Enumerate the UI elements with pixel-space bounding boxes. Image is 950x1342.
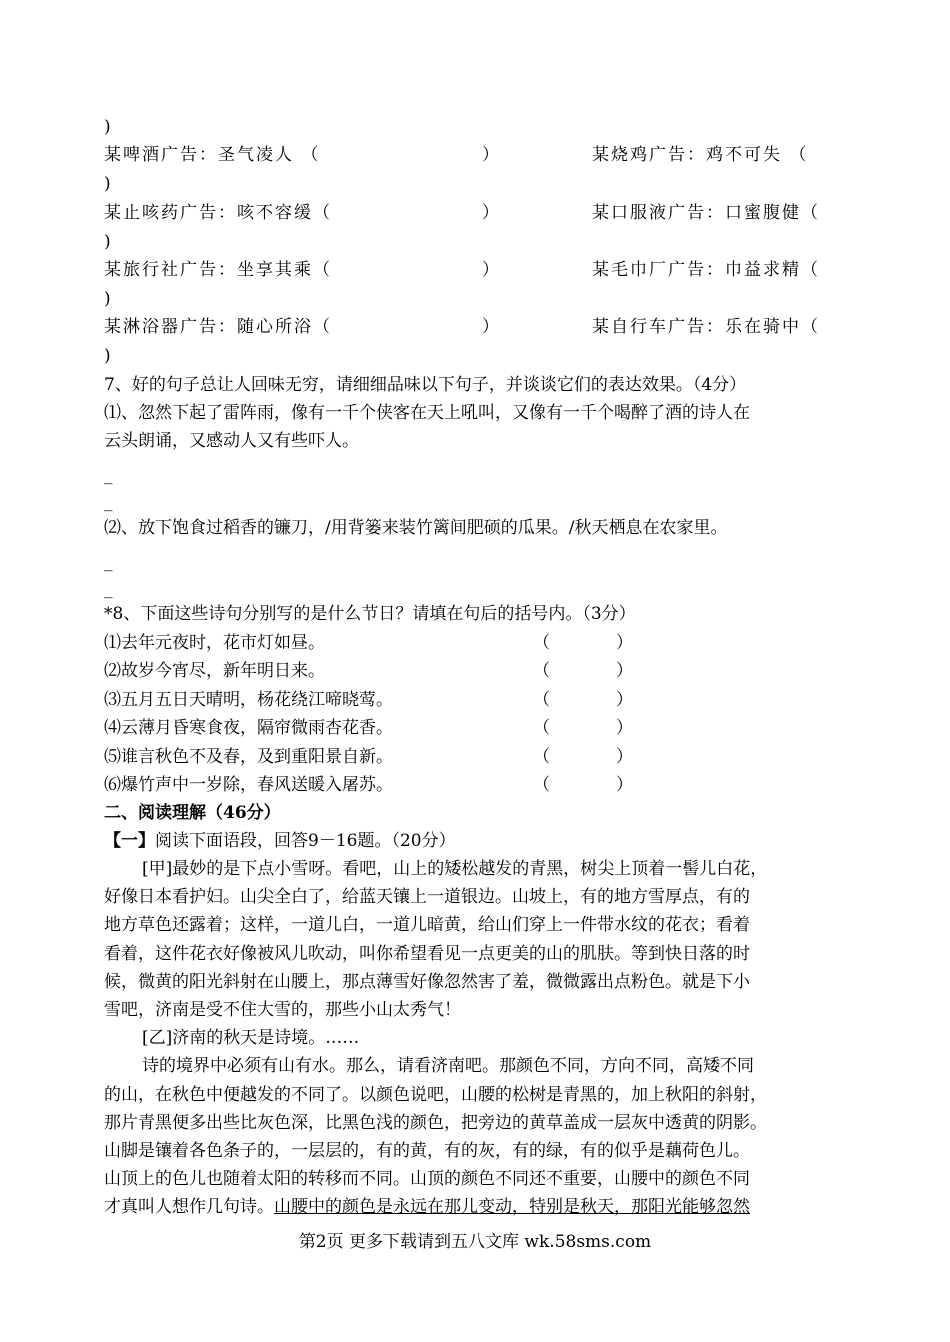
ad-left-text: 某淋浴器广告：随心所浴（ (104, 317, 332, 337)
q8-title: *8、下面这些诗句分别写的是什么节日？请填在句后的括号内。（3分） (104, 604, 636, 624)
underlined-sentence: 山腰中的颜色是永远在那儿变动，特别是秋天，那阳光能够忽然 (274, 1197, 750, 1217)
q7-answer-blank: _ (104, 552, 113, 572)
passage-jia-line: 地方草色还露着；这样，一道儿白，一道儿暗黄，给山们穿上一件带水纹的花衣；看着 (104, 915, 750, 935)
ad-wrap-paren: ) (104, 174, 111, 194)
q8-item: ⑵故岁今宵尽，新年明日来。 (104, 661, 325, 681)
part1-label: 【一】 (104, 831, 155, 851)
ad-right-text: 某口服液广告：口蜜腹健（ (592, 203, 820, 223)
q7-sentence1-line2: 云头朗诵，又感动人又有些吓人。 (104, 431, 359, 451)
passage-jia-line: 候，微黄的阳光斜射在山腰上，那点薄雪好像忽然害了羞，微微露出点粉色。就是下小 (104, 972, 750, 992)
ad-wrap-paren: ) (104, 232, 111, 252)
q8-item: ⑹爆竹声中一岁除，春风送暖入屠苏。 (104, 775, 393, 795)
q7-sentence2: ⑵、放下饱食过稻香的镰刀，/用背篓来装竹篱间肥硕的瓜果。/秋天栖息在农家里。 (104, 518, 728, 538)
q8-item: ⑸谁言秋色不及春，及到重阳景自新。 (104, 747, 393, 767)
ad-left-text: 某止咳药广告：咳不容缓（ (104, 203, 332, 223)
q7-title: 7、好的句子总让人回味无穷，请细细品味以下句子，并谈谈它们的表达效果。（4分） (104, 375, 747, 395)
passage-jia-line: [甲]最妙的是下点小雪呀。看吧，山上的矮松越发的青黑，树尖上顶着一髻儿白花， (142, 859, 768, 879)
q7-answer-blank: _ (104, 492, 113, 512)
section-heading: 二、阅读理解（46分） (104, 803, 281, 823)
ad-right-text: 某烧鸡广告：鸡不可失 （ (592, 145, 809, 165)
ad-left-text: 某啤酒广告：圣气凌人 （ (104, 145, 321, 165)
q8-item: ⑷云薄月昏寒食夜，隔帘微雨杏花香。 (104, 718, 393, 738)
ad-left-close: ） (482, 317, 499, 337)
passage-jia-line: 好像日本看护妇。山尖全白了，给蓝天镶上一道银边。山坡上，有的地方雪厚点，有的 (104, 887, 750, 907)
passage-yi-line: 那片青黑便多出些比灰色深，比黑色浅的颜色，把旁边的黄草盖成一层灰中透黄的阴影。 (104, 1113, 767, 1133)
ad-left-text: 某旅行社广告：坐享其乘（ (104, 260, 332, 280)
top-wrap-paren: ) (104, 117, 111, 137)
ad-wrap-paren: ) (104, 289, 111, 309)
q7-answer-blank: _ (104, 465, 113, 485)
ad-left-close: ） (482, 203, 499, 223)
part1-instruction (104, 830, 456, 852)
q8-item: ⑴去年元夜时，花市灯如昼。 (104, 633, 325, 653)
passage-jia-line: 雪吧，济南是受不住大雪的，那些小山太秀气！ (104, 1000, 461, 1020)
q7-sentence1-line1: ⑴、忽然下起了雷阵雨，像有一千个侠客在天上吼叫，又像有一千个喝醉了酒的诗人在 (104, 403, 750, 423)
page-footer: 第2页 更多下载请到五八文库 wk.58sms.com (298, 1232, 652, 1252)
q8-item: ⑶五月五日天晴明，杨花绕江啼晓莺。 (104, 690, 393, 710)
passage-yi-line (104, 1196, 750, 1218)
q7-answer-blank: _ (104, 579, 113, 599)
passage-yi-line: 的山，在秋色中便越发的不同了。以颜色说吧，山腰的松树是青黑的，加上秋阳的斜射， (104, 1085, 767, 1105)
ad-left-close: ） (482, 145, 499, 165)
passage-yi-intro: [乙]济南的秋天是诗境。…… (142, 1028, 360, 1048)
passage-yi-line: 山顶上的色儿也随着太阳的转移而不同。山顶的颜色不同还不重要，山腰中的颜色不同 (104, 1169, 750, 1189)
passage-jia-line: 看着，这件花衣好像被风儿吹动，叫你希望看见一点更美的山的肌肤。等到快日落的时 (104, 944, 750, 964)
ad-wrap-paren: ) (104, 346, 111, 366)
part1-text: 阅读下面语段，回答9－16题。（20分） (155, 831, 456, 851)
passage-yi-line: 山脚是镶着各色条子的，一层层的，有的黄，有的灰，有的绿，有的似乎是藕荷色儿。 (104, 1141, 750, 1161)
ad-right-text: 某自行车广告：乐在骑中（ (592, 317, 820, 337)
passage-yi-text: 才真叫人想作几句诗。 (104, 1197, 274, 1217)
ad-left-close: ） (482, 260, 499, 280)
passage-yi-line: 诗的境界中必须有山有水。那么，请看济南吧。那颜色不同，方向不同，高矮不同 (142, 1056, 754, 1076)
ad-right-text: 某毛巾厂广告：巾益求精（ (592, 260, 820, 280)
